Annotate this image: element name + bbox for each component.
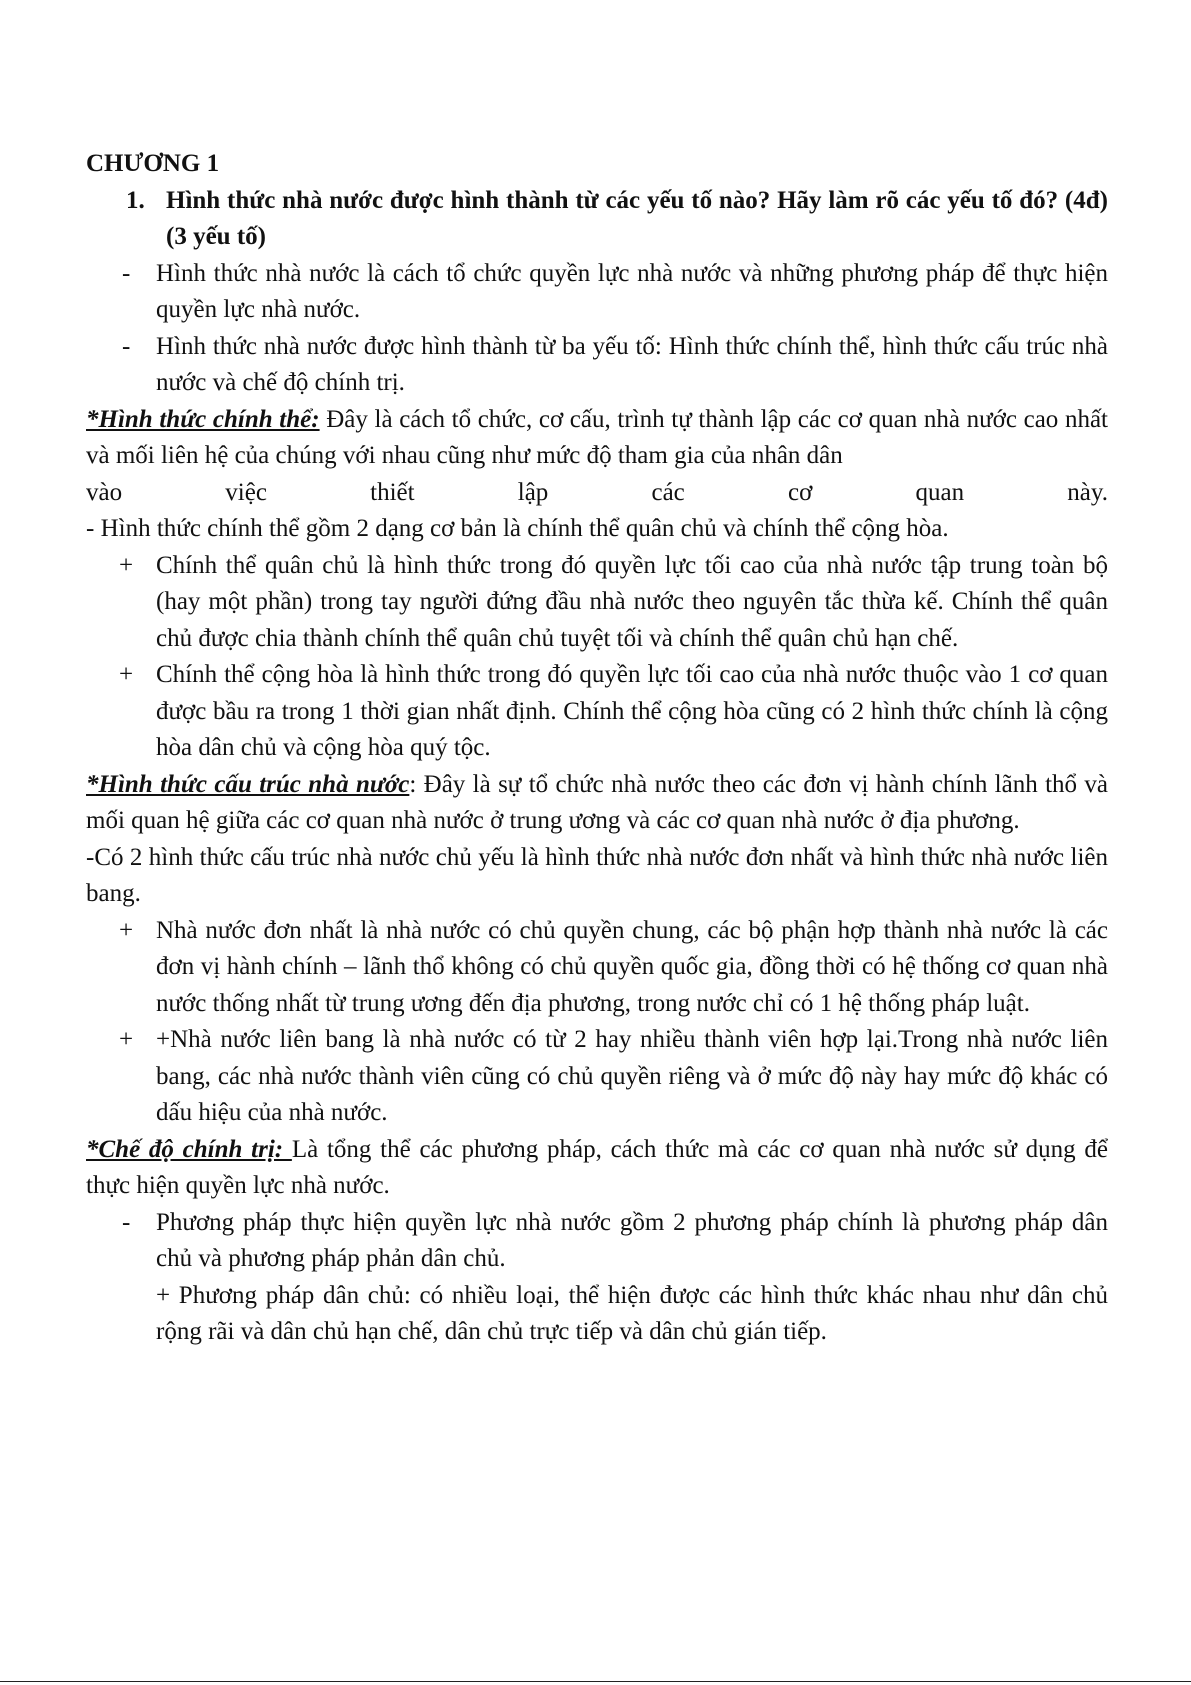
document-page: [86, 146, 1108, 1351]
list-item: [86, 1205, 1108, 1278]
list-item: [86, 913, 1108, 1023]
chapter-heading: CHƯƠNG 1: [86, 150, 220, 177]
intro-item: [86, 329, 1108, 402]
list-item: [86, 657, 1108, 767]
intro-item-text: Hình thức nhà nước là cách tổ chức quyền lực nhà nước và những phương pháp để thực hiện quyền lực nhà nước.: [156, 259, 1108, 323]
intro-item: [86, 256, 1108, 329]
section-term: *Hình thức cấu trúc nhà nước: [86, 770, 410, 798]
plus-bullet: +: [119, 1026, 134, 1053]
section-definition: : Đây là sự tổ chức nhà nước theo các đơn vị hành chính lãnh thổ và mối quan hệ giữa các cơ quan nhà nước ở trung ương và các cơ quan nhà nước ở địa phương.: [86, 770, 1108, 834]
plus-bullet: +: [119, 661, 134, 688]
question-text: Hình thức nhà nước được hình thành từ các yếu tố nào? Hãy làm rõ các yếu tố đó? (4đ) (3 yếu tố): [166, 186, 1108, 250]
plus-bullet: +: [119, 551, 134, 579]
list-item: [86, 548, 1108, 658]
question-1: [86, 183, 1108, 256]
list-item-text: Phương pháp thực hiện quyền lực nhà nước gồm 2 phương pháp chính là phương pháp dân chủ và phương pháp phản dân chủ.: [156, 1208, 1108, 1272]
dash-bullet: -: [122, 259, 131, 287]
intro-item-text: Hình thức nhà nước được hình thành từ ba yếu tố: Hình thức chính thể, hình thức cấu trúc nhà nước và chế độ chính trị.: [156, 332, 1108, 396]
section-state-structure: [86, 767, 1108, 840]
section-summary: -Có 2 hình thức cấu trúc nhà nước chủ yếu là hình thức nhà nước đơn nhất và hình thức nhà nước liên bang.: [86, 843, 1108, 907]
list-item-text: +Nhà nước liên bang là nhà nước có từ 2 hay nhiều thành viên hợp lại.Trong nhà nước liên bang, các nhà nước thành viên cũng có chủ quyền riêng và ở mức độ này hay mức độ khác có dấu hiệu của nhà nước.: [156, 1026, 1108, 1126]
list-item-text: Nhà nước đơn nhất là nhà nước có chủ quyền chung, các bộ phận hợp thành nhà nước là các đơn vị hành chính – lãnh thổ không có chủ quyền quốc gia, đồng thời có hệ thống cơ quan nhà nước thống nhất từ trung ương đến địa phương, trong nước chỉ có 1 hệ thống pháp luật.: [156, 916, 1108, 1017]
section-definition-last-line: vào việc thiết lập các cơ quan này.: [86, 478, 1108, 506]
section-term: *Hình thức chính thể:: [86, 405, 320, 433]
list-item: [86, 1022, 1108, 1132]
section-form-of-government: [86, 402, 1108, 475]
section-term: *Chế độ chính trị:: [86, 1135, 292, 1163]
list-item-text: Chính thể quân chủ là hình thức trong đó quyền lực tối cao của nhà nước tập trung toàn bộ (hay một phần) trong tay người đứng đầu nhà nước theo nguyên tắc thừa kế. Chính thể quân chủ được chia thành chính thể quân chủ tuyệt tối và chính thể quân chủ hạn chế.: [156, 551, 1108, 652]
dash-bullet: -: [122, 1208, 131, 1236]
section-political-regime: [86, 1132, 1108, 1205]
section-definition: Là tổng thể các phương pháp, cách thức mà các cơ quan nhà nước sử dụng để thực hiện quyền lực nhà nước.: [86, 1135, 1108, 1199]
page-bottom-rule: [0, 1681, 1191, 1684]
sub-item: + Phương pháp dân chủ: có nhiều loại, thể hiện được các hình thức khác nhau như dân chủ rộng rãi và dân chủ hạn chế, dân chủ trực tiếp và dân chủ gián tiếp.: [156, 1281, 1108, 1345]
plus-bullet: +: [119, 916, 134, 944]
question-number: 1.: [126, 186, 145, 214]
section-summary: - Hình thức chính thể gồm 2 dạng cơ bản là chính thể quân chủ và chính thể cộng hòa.: [86, 515, 949, 542]
dash-bullet: -: [122, 332, 131, 360]
section-definition: Đây là cách tổ chức, cơ cấu, trình tự thành lập các cơ quan nhà nước cao nhất và mối liên hệ của chúng với nhau cũng như mức độ tham gia của nhân dân: [86, 405, 1108, 469]
list-item-text: Chính thể cộng hòa là hình thức trong đó quyền lực tối cao của nhà nước thuộc vào 1 cơ quan được bầu ra trong 1 thời gian nhất định. Chính thể cộng hòa cũng có 2 hình thức chính là cộng hòa dân chủ và cộng hòa quý tộc.: [156, 661, 1108, 761]
